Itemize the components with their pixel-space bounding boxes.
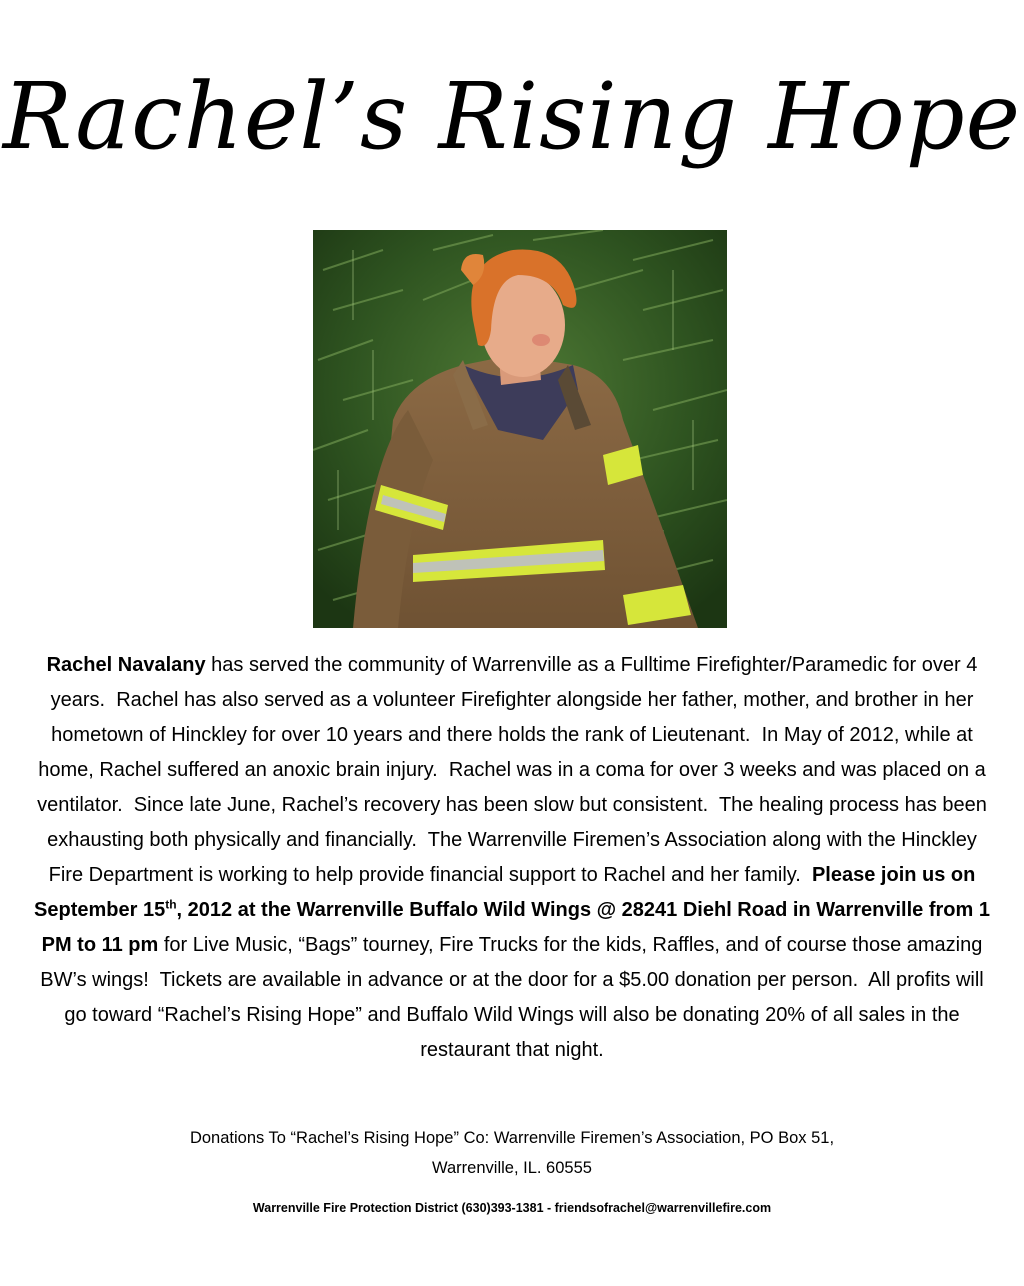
donations-line-2: Warrenville, IL. 60555 (432, 1159, 592, 1177)
donations-info (60, 1123, 964, 1183)
contact-footer: Warrenville Fire Protection District (630)393-1381 - friendsofrachel@warrenvillefire.com (252, 1201, 772, 1215)
event-details-part-2: , 2012 at the Warrenville Buffalo Wild Wings @ 28241 Diehl Road in Warrenville from 1 PM to 11 pm (41, 899, 990, 956)
ordinal-suffix: th (165, 897, 177, 912)
firefighter-photo (313, 230, 727, 628)
event-details-part-1: Please join us on September 15 (34, 864, 976, 921)
story-paragraph (28, 648, 996, 1068)
person-name: Rachel Navalany (46, 654, 206, 676)
page-title: Rachel’s Rising Hope (2, 63, 1022, 170)
story-text-2: for Live Music, “Bags” tourney, Fire Trucks for the kids, Raffles, and of course those amazing BW’s wings! Tickets are available in advance or at the door for a $5.00 donation per person. All profits will go toward “Rachel’s Rising Hope” and Buffalo Wild Wings will also be donating 20% of all sales in the restaurant that night. (40, 934, 984, 1061)
donations-line-1: Donations To “Rachel’s Rising Hope” Co: Warrenville Firemen’s Association, PO Box 51, (189, 1129, 835, 1147)
story-text-1: has served the community of Warrenville as a Fulltime Firefighter/Paramedic for over 4 years. Rachel has also served as a volunteer Firefighter alongside her father, mother, and brother in her hometown of Hinckley for over 10 years and there holds the rank of Lieutenant. In May of 2012, while at home, Rachel suffered an anoxic brain injury. Rachel was in a coma for over 3 weeks and was placed on a ventilator. Since late June, Rachel’s recovery has been slow but consistent. The healing process has been exhausting both physically and financially. The Warrenville Firemen’s Association along with the Hinckley Fire Department is working to help provide financial support to Rachel and her family. (37, 654, 987, 886)
